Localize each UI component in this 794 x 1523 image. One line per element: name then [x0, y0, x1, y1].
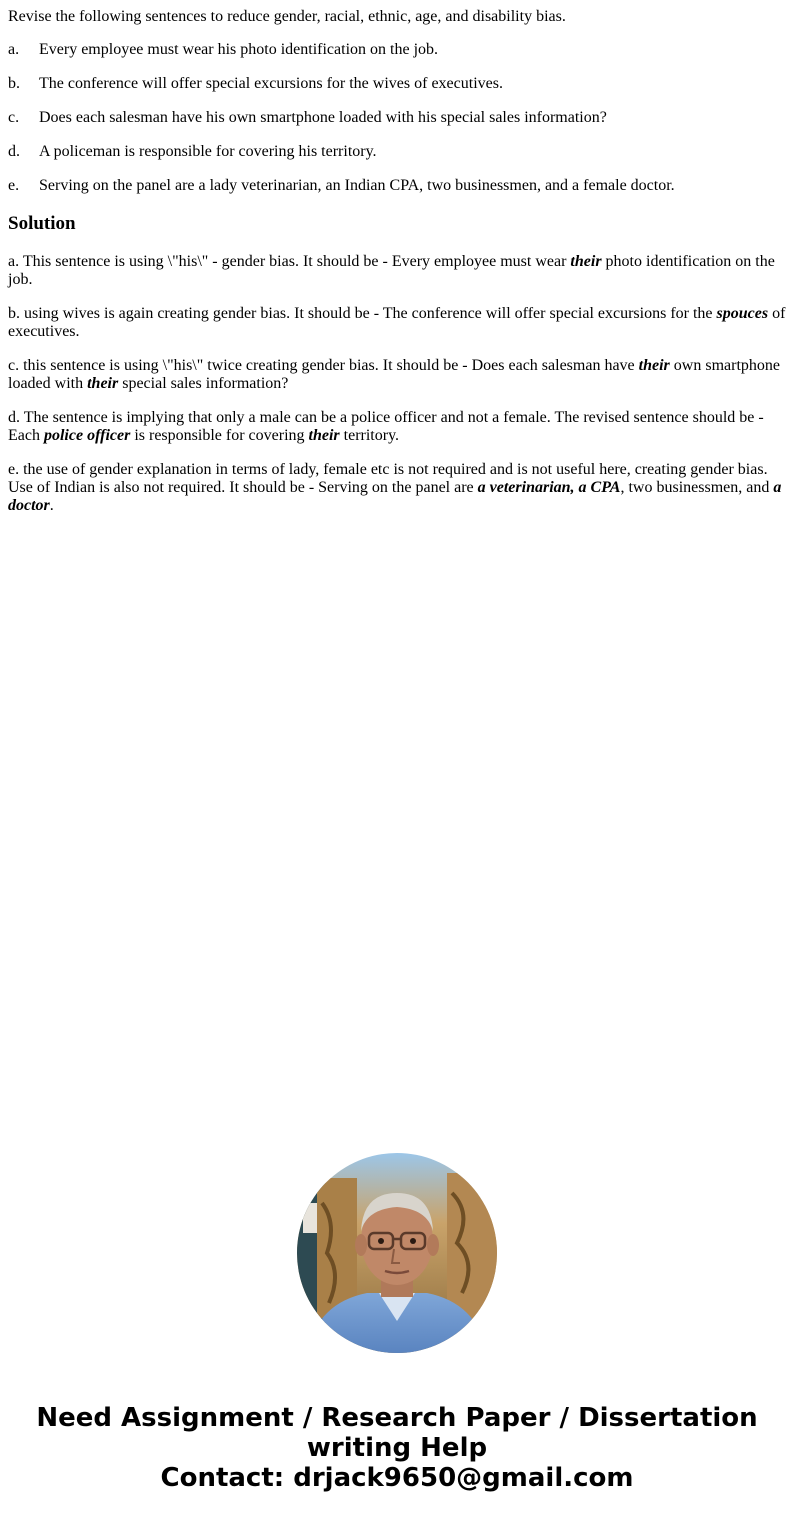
- answer-emphasis: their: [308, 427, 340, 444]
- answer-emphasis: a veterinarian, a CPA: [477, 479, 621, 496]
- promo-line: Need Assignment / Research Paper / Dissertation: [36, 1403, 758, 1433]
- question-intro: Revise the following sentences to reduce gender, racial, ethnic, age, and disability bias.: [8, 8, 566, 25]
- answer-text: own smartphone loaded with: [8, 357, 780, 392]
- answer-a: [8, 253, 788, 289]
- question-text: Does each salesman have his own smartphone loaded with his special sales information?: [39, 109, 607, 126]
- answer-emphasis: their: [638, 357, 670, 374]
- answer-e: [8, 461, 788, 515]
- answer-text: c. this sentence is using \"his\" twice creating gender bias. It should be - Does each salesman have: [8, 357, 639, 374]
- author-portrait-illustration: [297, 1153, 497, 1353]
- question-text: The conference will offer special excursions for the wives of executives.: [39, 75, 503, 92]
- question-letter: a.: [8, 41, 20, 58]
- answer-emphasis: spouces: [716, 305, 769, 322]
- answer-b: [8, 305, 788, 341]
- question-item-e: [8, 177, 788, 195]
- question-item-c: [8, 109, 788, 127]
- question-item-a: [8, 41, 788, 59]
- answer-text: a. This sentence is using \"his\" - gender bias. It should be - Every employee must wear: [8, 253, 571, 270]
- answer-emphasis: their: [570, 253, 602, 270]
- document-body: [8, 8, 788, 531]
- question-item-d: [8, 143, 788, 161]
- answer-text: .: [49, 497, 54, 514]
- promo-line: writing Help: [306, 1433, 488, 1463]
- answer-emphasis: police officer: [43, 427, 131, 444]
- promo-contact: Contact: drjack9650@gmail.com: [160, 1463, 634, 1493]
- answer-emphasis: their: [87, 375, 119, 392]
- answer-text: e. the use of gender explanation in terms of lady, female etc is not required and is not useful here, creating gender bias. Use of Indian is also not required. It should be - Serving on the panel are: [8, 461, 768, 496]
- answer-text: , two businessmen, and: [620, 479, 774, 496]
- answer-d: [8, 409, 788, 445]
- answer-text: of executives.: [8, 305, 786, 340]
- answer-text: territory.: [339, 427, 400, 444]
- answer-text: photo identification on the job.: [8, 253, 775, 288]
- question-letter: d.: [8, 143, 20, 160]
- promo-banner: [0, 1403, 794, 1493]
- answer-c: [8, 357, 788, 393]
- question-letter: c.: [8, 109, 20, 126]
- answer-text: special sales information?: [118, 375, 289, 392]
- question-text: Every employee must wear his photo identification on the job.: [39, 41, 439, 58]
- answer-emphasis: a doctor: [8, 479, 782, 514]
- author-avatar: [297, 1153, 497, 1353]
- question-letter: b.: [8, 75, 20, 92]
- question-text: A policeman is responsible for covering his territory.: [39, 143, 377, 160]
- question-letter: e.: [8, 177, 20, 194]
- question-text: Serving on the panel are a lady veterinarian, an Indian CPA, two businessmen, and a female doctor.: [39, 177, 675, 194]
- question-item-b: [8, 75, 788, 93]
- solution-heading: Solution: [8, 213, 76, 234]
- answer-text: b. using wives is again creating gender bias. It should be - The conference will offer special excursions for the: [8, 305, 717, 322]
- answer-text: d. The sentence is implying that only a male can be a police officer and not a female. The revised sentence should be - Each: [8, 409, 764, 444]
- answer-text: is responsible for covering: [130, 427, 309, 444]
